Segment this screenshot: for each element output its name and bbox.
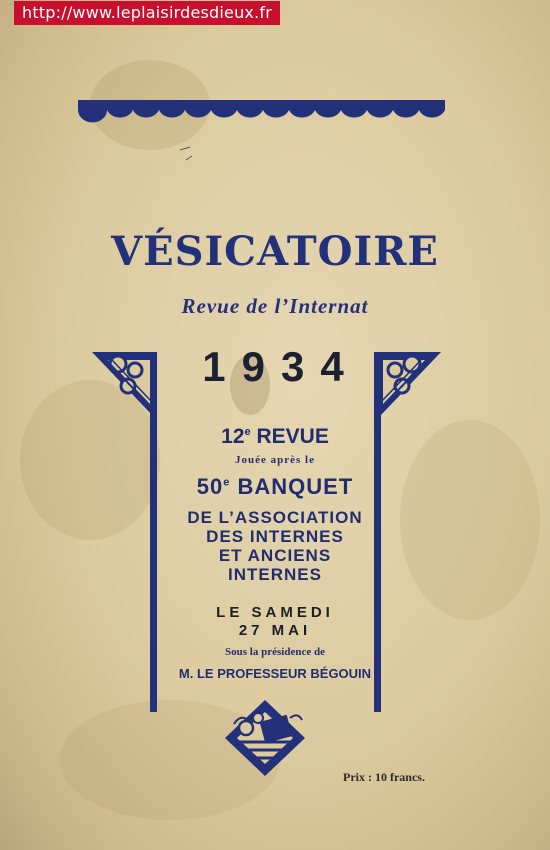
revue-word: REVUE	[250, 425, 329, 448]
association-line: INTERNES	[228, 565, 322, 584]
association-line: ET ANCIENS	[218, 546, 332, 565]
date-block	[0, 604, 550, 640]
banquet-number: 50	[196, 474, 224, 499]
cover-year: 1934	[202, 343, 360, 390]
revue-number: 12	[221, 425, 245, 448]
association-line: DES INTERNES	[206, 527, 344, 546]
presidency-line: Sous la présidence de	[225, 646, 325, 658]
revue-ordinal-sup: e	[244, 426, 251, 438]
date-line: 27 MAI	[238, 622, 312, 639]
banquet-number-line	[0, 474, 550, 500]
banquet-ordinal-sup: e	[223, 476, 231, 489]
scalloped-valance-ornament	[78, 100, 445, 122]
president-name: M. LE PROFESSEUR BÉGOUIN	[178, 666, 372, 681]
cover-title: VÉSICATOIRE	[111, 228, 439, 275]
banquet-word: BANQUET	[230, 474, 354, 499]
association-line: DE L’ASSOCIATION	[187, 508, 363, 527]
watermark-url-banner[interactable]: http://www.leplaisirdesdieux.fr	[14, 1, 280, 25]
association-block	[0, 508, 550, 584]
pencil-mark	[180, 147, 192, 160]
played-after-line: Jouée après le	[235, 454, 315, 466]
price-label: Prix : 10 francs.	[343, 770, 425, 784]
cover-subtitle: Revue de l’Internat	[181, 294, 369, 318]
revue-number-line	[0, 425, 550, 449]
date-line: LE SAMEDI	[216, 604, 334, 621]
art-deco-basket-ornament	[225, 700, 305, 776]
